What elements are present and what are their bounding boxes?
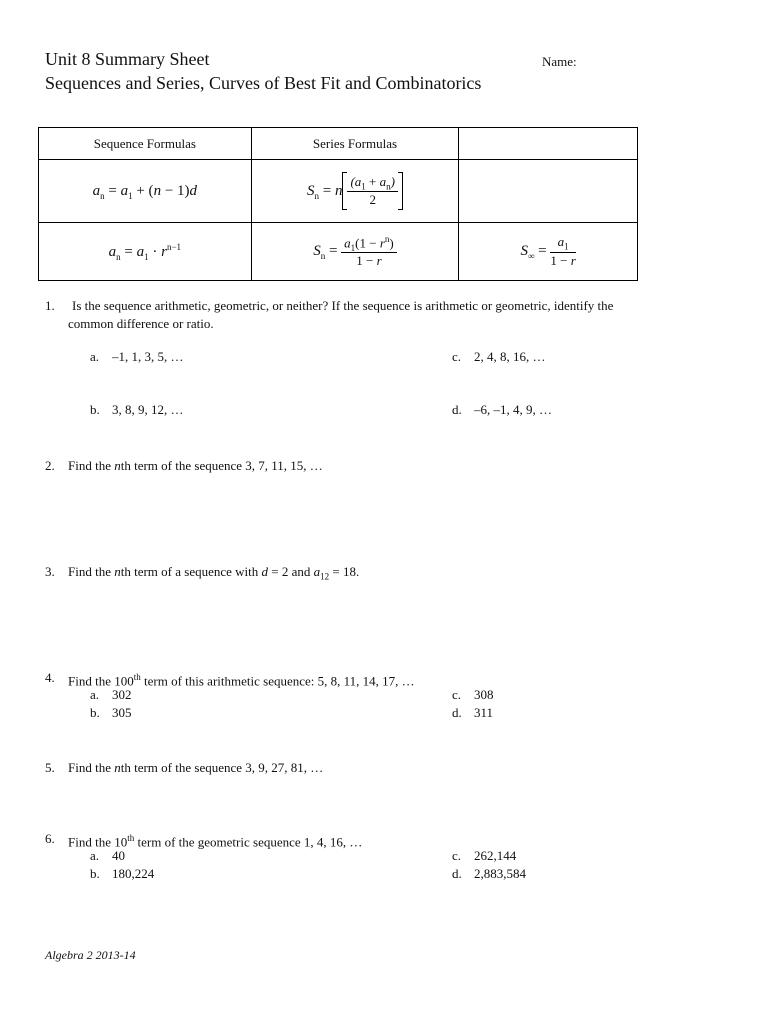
- page-title: Unit 8 Summary Sheet: [45, 49, 210, 69]
- series-formulas-header: Series Formulas: [251, 128, 459, 160]
- formula-table: [38, 127, 638, 281]
- choice-item: a. –1, 1, 3, 5, …: [90, 349, 184, 364]
- question-text: Find the nth term of a sequence with d = 2 and $a_{12} = 18$.: [68, 564, 360, 582]
- arithmetic-formula-row: [39, 160, 638, 223]
- question-text: Find the nth term of the sequence 3, 7, 11, 15, …: [68, 458, 323, 473]
- choice-item: c. 262,144: [452, 848, 517, 863]
- formula-table-header-row: [39, 128, 638, 160]
- question-text: Find the 100th term of this arithmetic sequence: 5, 8, 11, 14, 17, …: [68, 672, 415, 689]
- question-number: 5.: [45, 760, 55, 775]
- name-label: Name:: [542, 54, 577, 69]
- choice-item: b. 180,224: [90, 866, 155, 881]
- sequence-formulas-header: Sequence Formulas: [39, 128, 252, 160]
- geometric-series-formula: $S_n$ = $\frac{a_1(1 - r^n)}{1 - r}$: [251, 223, 459, 281]
- empty-cell: [459, 160, 638, 223]
- geometric-formula-row: [39, 223, 638, 281]
- choice-item: c. 2, 4, 8, 16, …: [452, 349, 546, 364]
- choice-item: d. 2,883,584: [452, 866, 526, 881]
- question-number: 4.: [45, 670, 55, 685]
- question-number: 2.: [45, 458, 55, 473]
- question-number: 1.: [45, 298, 55, 313]
- question-text: Find the nth term of the sequence 3, 9, 27, 81, …: [68, 760, 324, 775]
- choice-item: d. –6, –1, 4, 9, …: [452, 402, 552, 417]
- choice-item: b. 3, 8, 9, 12, …: [90, 402, 184, 417]
- choice-item: a. 40: [90, 848, 125, 863]
- geometric-sequence-formula: $a_n = a_1 \cdot r^{n-1}$: [39, 223, 252, 281]
- question-text: Is the sequence arithmetic, geometric, or neither? If the sequence is arithmetic or geometric, identify the: [72, 298, 614, 313]
- choice-item: b. 305: [90, 705, 132, 720]
- choice-item: a. 302: [90, 687, 132, 702]
- page-subtitle: Sequences and Series, Curves of Best Fit and Combinatorics: [45, 73, 482, 93]
- choice-item: d. 311: [452, 705, 494, 720]
- question-text: Find the 10th term of the geometric sequence 1, 4, 16, …: [68, 833, 363, 850]
- arithmetic-sequence-formula: $a_n = a_1 + (n - 1)d$: [39, 160, 252, 223]
- infinite-series-formula: $S_\infty$ = $\frac{a_1}{1 - r}$: [459, 223, 638, 281]
- arithmetic-series-formula: $S_n = n$ $\frac{(a_1 + a_n)}{2}$: [251, 160, 459, 223]
- question-number: 3.: [45, 564, 55, 579]
- choice-item: c. 308: [452, 687, 494, 702]
- empty-header-cell: [459, 128, 638, 160]
- question-text-continued: common difference or ratio.: [68, 316, 214, 331]
- footer-course-label: Algebra 2 2013-14: [45, 948, 136, 962]
- question-number: 6.: [45, 831, 55, 846]
